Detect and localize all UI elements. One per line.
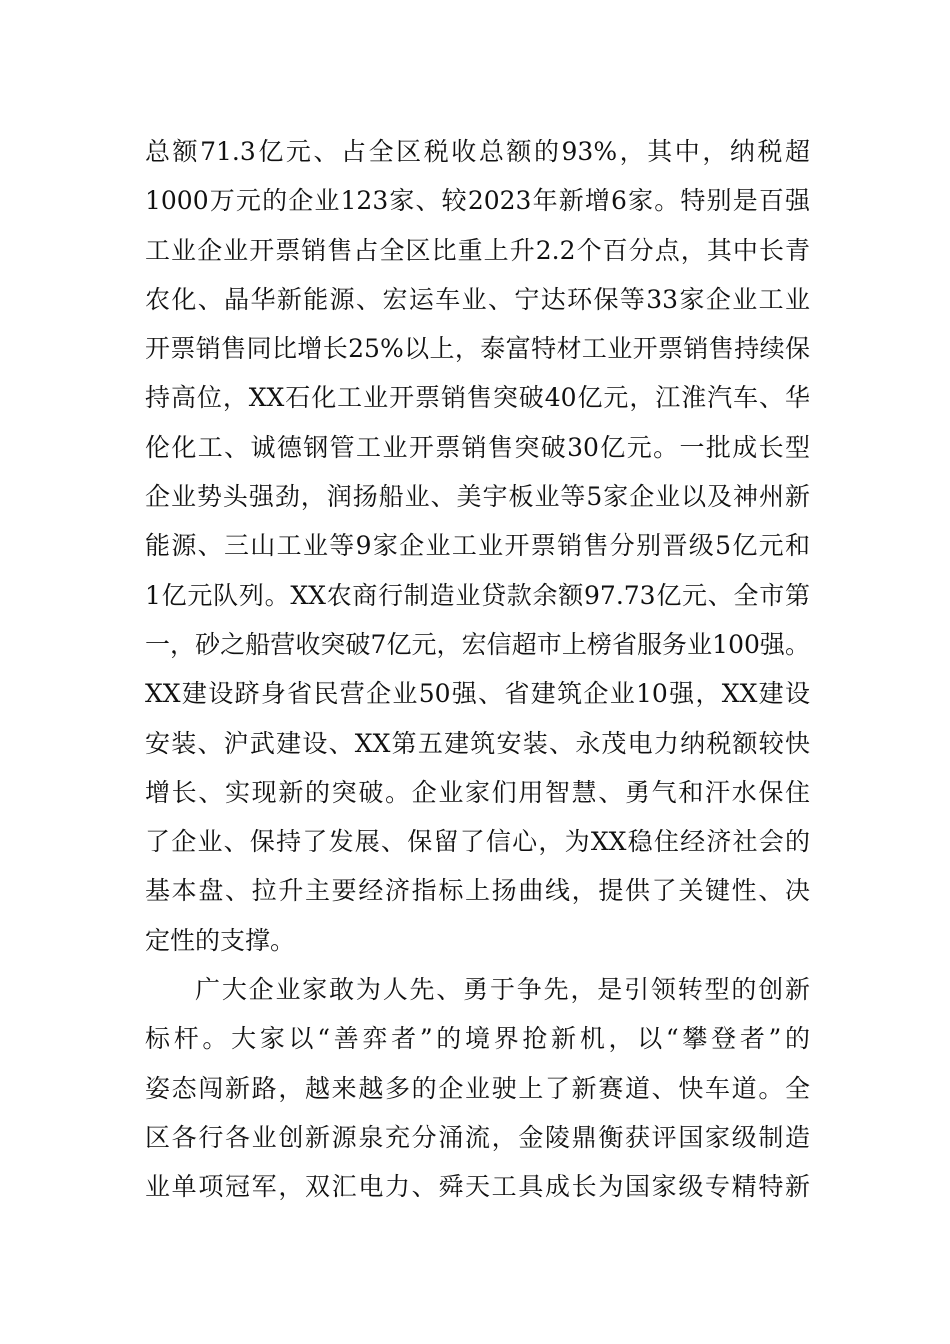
text-line: 安装、沪武建设、XX第五建筑安装、永茂电力纳税额较快 <box>145 728 810 758</box>
text-line: 定性的支撑。 <box>145 925 296 955</box>
text-line: 区各行各业创新源泉充分涌流，金陵鼎衡获评国家级制造 <box>145 1122 810 1152</box>
text-line: 广大企业家敢为人先、勇于争先，是引领转型的创新 <box>195 975 810 1005</box>
text-line: XX建设跻身省民营企业50强、省建筑企业10强，XX建设 <box>145 679 810 709</box>
text-line: 1000万元的企业123家、较2023年新增6家。特别是百强 <box>145 186 810 216</box>
body-text <box>145 127 810 1212</box>
text-line: 企业势头强劲，润扬船业、美宇板业等5家企业以及神州新 <box>145 482 810 512</box>
text-line: 增长、实现新的突破。企业家们用智慧、勇气和汗水保住 <box>145 777 810 807</box>
text-line: 业单项冠军，双汇电力、舜天工具成长为国家级专精特新 <box>145 1172 810 1202</box>
text-line: 能源、三山工业等9家企业工业开票销售分别晋级5亿元和 <box>145 531 810 561</box>
text-line: 1亿元队列。XX农商行制造业贷款余额97.73亿元、全市第 <box>145 580 810 610</box>
text-line: 持高位，XX石化工业开票销售突破40亿元，江淮汽车、华 <box>145 383 810 413</box>
text-line: 总额71.3亿元、占全区税收总额的93%，其中，纳税超 <box>145 137 810 166</box>
text-line: 一，砂之船营收突破7亿元，宏信超市上榜省服务业100强。 <box>145 629 810 659</box>
text-line: 标杆。大家以“善弈者”的境界抢新机，以“攀登者”的 <box>145 1024 810 1054</box>
text-line: 基本盘、拉升主要经济指标上扬曲线，提供了关键性、决 <box>145 876 810 906</box>
paragraph-2 <box>145 965 810 1211</box>
text-line: 农化、晶华新能源、宏运车业、宁达环保等33家企业工业 <box>145 284 810 314</box>
paragraph-1 <box>145 127 810 965</box>
text-line: 姿态闯新路，越来越多的企业驶上了新赛道、快车道。全 <box>145 1073 810 1103</box>
text-line: 开票销售同比增长25%以上，泰富特材工业开票销售持续保 <box>145 334 810 364</box>
text-line: 了企业、保持了发展、保留了信心，为XX稳住经济社会的 <box>145 827 810 857</box>
text-line: 伦化工、诚德钢管工业开票销售突破30亿元。一批成长型 <box>145 432 810 462</box>
text-line: 工业企业开票销售占全区比重上升2.2个百分点，其中长青 <box>145 235 810 265</box>
